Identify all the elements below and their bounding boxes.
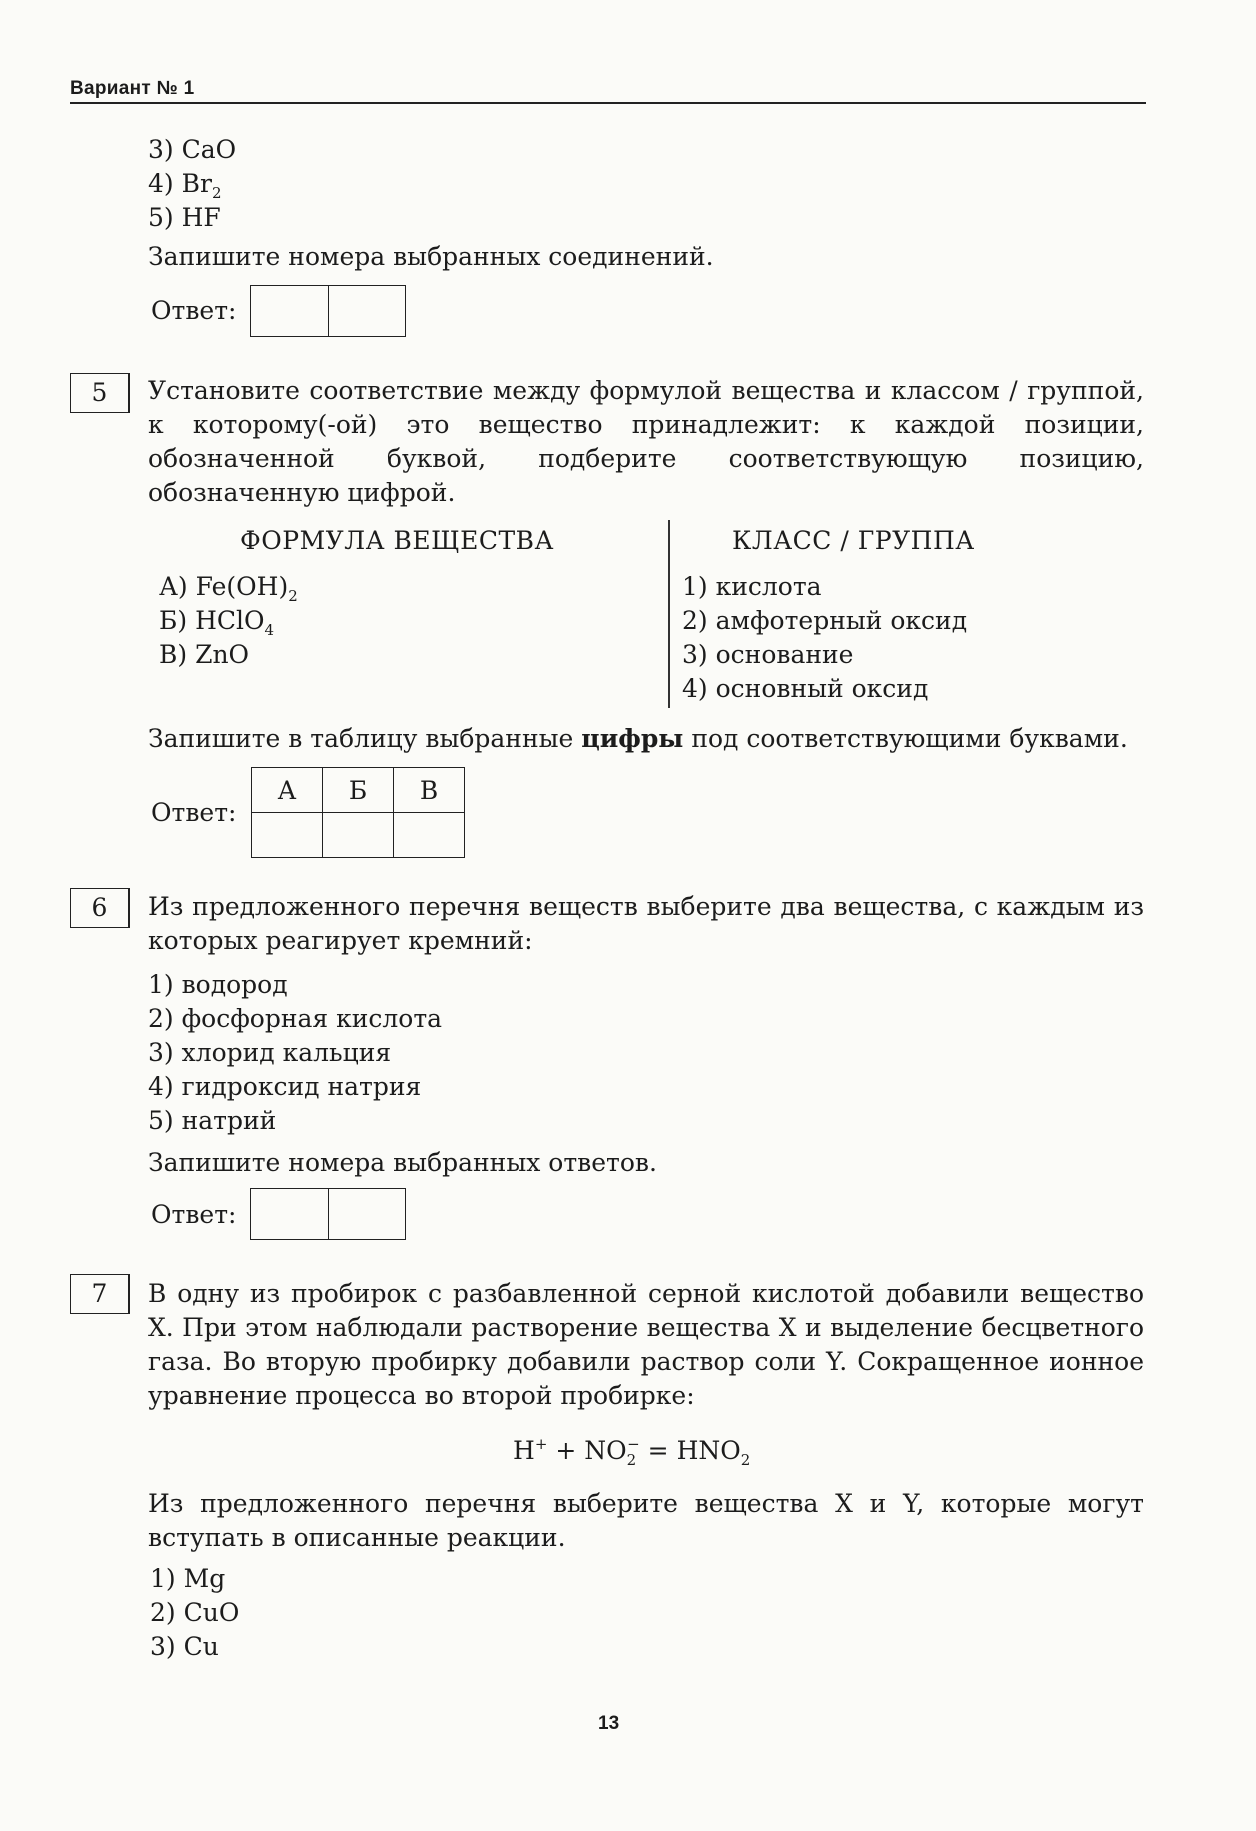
answer-cell[interactable] [328, 286, 405, 336]
header-rule [70, 102, 1146, 104]
q6-instruction: Запишите номера выбранных ответов. [148, 1148, 657, 1177]
q5-formula-a: А) $Fe(OH)_2$ [159, 572, 298, 605]
answer-cell[interactable] [394, 813, 465, 858]
q5-right-header: КЛАСС / ГРУППА [732, 526, 975, 555]
q5-column-divider [668, 520, 670, 708]
question-number-bar [128, 888, 130, 928]
question-number-bar [128, 1274, 130, 1314]
q4-instruction: Запишите номера выбранных соединений. [148, 242, 714, 271]
q6-option-2: 2) фосфорная кислота [148, 1004, 443, 1033]
q6-text: Из предложенного перечня веществ выберите два вещества, с каждым из которых реагирует кремний: [148, 892, 1144, 955]
q5-answer-label: Ответ: [151, 798, 237, 827]
q5-formula-v: В) ZnO [159, 640, 250, 669]
table-header-v: В [394, 768, 465, 813]
q5-class-2: 2) амфотерный оксид [682, 606, 968, 635]
q5-class-1: 1) кислота [682, 572, 822, 601]
q7-option-2: 2) CuO [150, 1598, 240, 1627]
q4-answer-box[interactable] [250, 285, 406, 337]
ionic-equation: $H^+ + NO_2^- = HNO_2$ [513, 1435, 751, 1469]
question-number-7: 7 [70, 1274, 128, 1314]
question-number-5: 5 [70, 373, 128, 413]
q6-answer-box[interactable] [250, 1188, 406, 1240]
q4-option-5: 5) HF [148, 203, 221, 232]
q7-text: В одну из пробирок с разбавленной серной кислотой добавили вещество X. При этом наблюдали растворение вещества X и выделение бесцветного газа. Во вторую пробирку добавили раствор соли Y. Сокращенное ионное уравнение процесса во второй пробирке: [148, 1279, 1144, 1410]
q5-class-4: 4) основный оксид [682, 674, 929, 703]
q6-answer-label: Ответ: [151, 1200, 237, 1229]
table-header-a: А [252, 768, 323, 813]
answer-cell[interactable] [328, 1189, 405, 1239]
q4-answer-label: Ответ: [151, 296, 237, 325]
table-header-b: Б [323, 768, 394, 813]
answer-cell[interactable] [251, 286, 328, 336]
q5-instruction: Запишите в таблицу выбранные цифры под соответствующими буквами. [148, 724, 1128, 753]
q5-formula-b: Б) HClO$_4$ [159, 606, 275, 639]
question-number-bar [128, 373, 130, 413]
question-number-6: 6 [70, 888, 128, 928]
answer-cell[interactable] [251, 1189, 328, 1239]
q6-option-3: 3) хлорид кальция [148, 1038, 392, 1067]
q5-left-header: ФОРМУЛА ВЕЩЕСТВА [240, 526, 554, 555]
page-number: 13 [598, 1713, 620, 1734]
q5-text: Установите соответствие между формулой вещества и классом / группой, к которому(-ой) это вещество принадлежит: к каждой позиции, обозначенной буквой, подберите соответствующую позицию, обозначенную цифрой. [148, 376, 1144, 507]
q6-option-5: 5) натрий [148, 1106, 277, 1135]
q4-option-4: 4) $Br_2$ [148, 169, 222, 202]
answer-cell[interactable] [323, 813, 394, 858]
q7-text-2: Из предложенного перечня выберите вещества X и Y, которые могут вступать в описанные реакции. [148, 1489, 1145, 1552]
page-header: Вариант № 1 [70, 78, 195, 99]
q6-option-1: 1) водород [148, 970, 288, 999]
q7-option-3: 3) Cu [150, 1632, 219, 1661]
q5-answer-table[interactable] [251, 767, 465, 858]
q6-option-4: 4) гидроксид натрия [148, 1072, 422, 1101]
answer-cell[interactable] [252, 813, 323, 858]
q4-option-3: 3) CaO [148, 135, 237, 164]
q7-option-1: 1) Mg [150, 1564, 226, 1593]
q5-class-3: 3) основание [682, 640, 854, 669]
